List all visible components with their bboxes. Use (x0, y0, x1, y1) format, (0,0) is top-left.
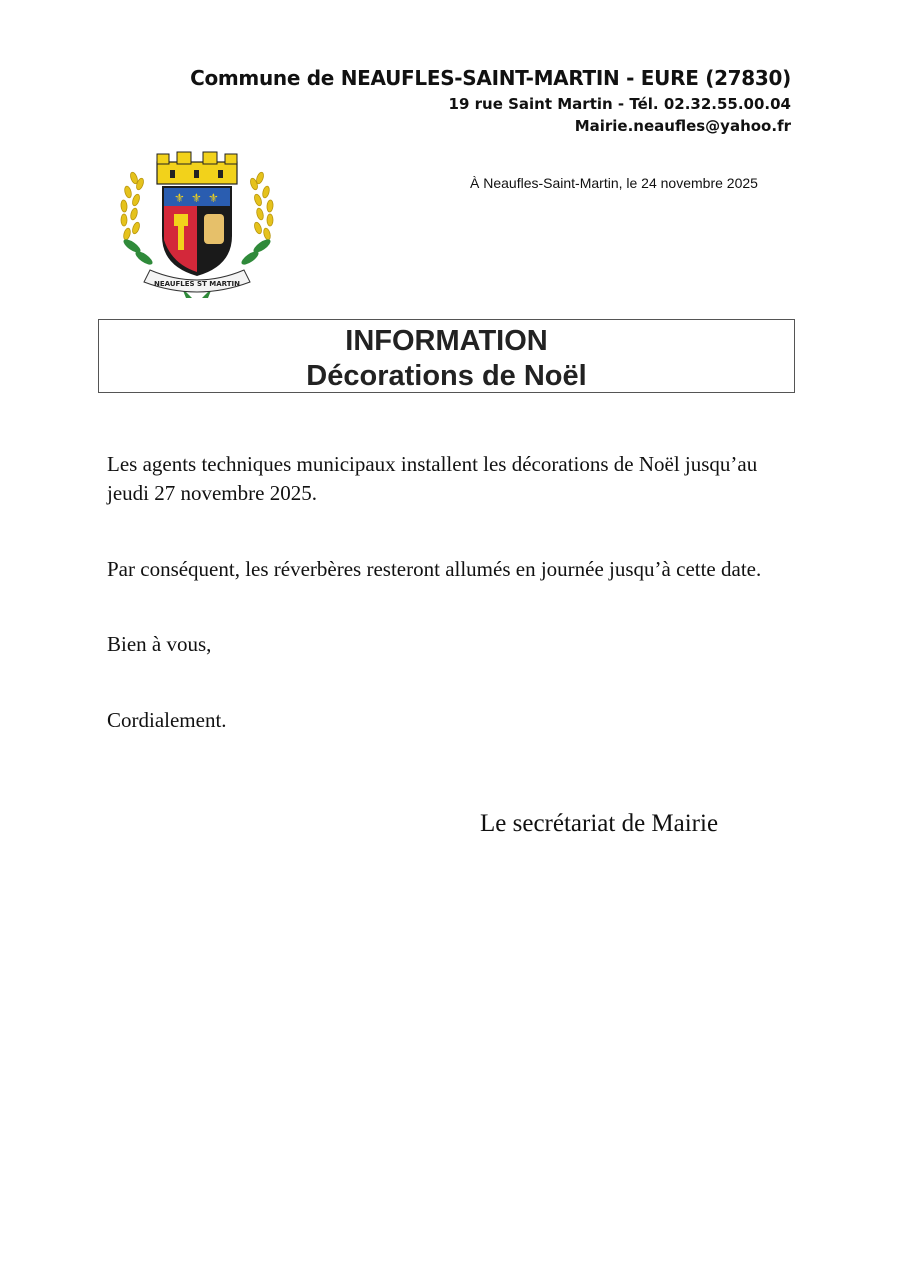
address-line: 19 rue Saint Martin - Tél. 02.32.55.00.04 (448, 95, 791, 113)
wheat-left-icon (120, 171, 144, 240)
coat-of-arms-logo (112, 148, 282, 300)
title-line-2: Décorations de Noël (306, 360, 587, 392)
svg-text:⚜: ⚜ (208, 191, 219, 205)
signature: Le secrétariat de Mairie (480, 810, 719, 837)
closing-greeting: Bien à vous, (107, 632, 212, 656)
closing-regards: Cordialement. (107, 708, 227, 732)
title-box (98, 319, 795, 393)
email-line: Mairie.neaufles@yahoo.fr (574, 117, 791, 135)
title-line-1: INFORMATION (345, 325, 548, 357)
paragraph-2: Par conséquent, les réverbères resteront allumés en journée jusqu’à cette date. (107, 557, 762, 581)
svg-text:⚜: ⚜ (191, 191, 202, 205)
shield-icon (162, 186, 232, 276)
svg-text:⚜: ⚜ (174, 191, 185, 205)
commune-title: Commune de NEAUFLES-SAINT-MARTIN - EURE (27830) (190, 66, 791, 90)
mural-crown-icon (157, 152, 237, 184)
paragraph-1: Les agents techniques municipaux installent les décorations de Noël jusqu’au jeudi 27 novembre 2025. (107, 452, 758, 505)
wheat-right-icon (249, 171, 273, 240)
logo-banner-text: NEAUFLES ST MARTIN (154, 280, 240, 288)
date-line: À Neaufles-Saint-Martin, le 24 novembre 2025 (470, 175, 758, 191)
